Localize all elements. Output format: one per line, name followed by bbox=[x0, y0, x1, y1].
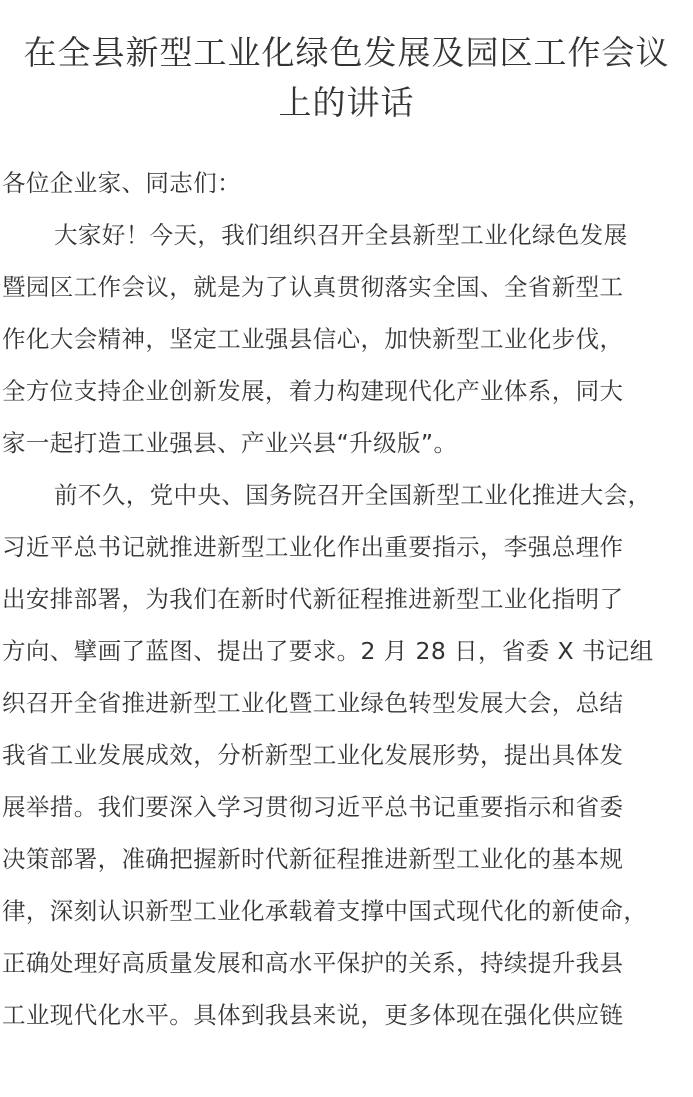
paragraph-line: 前不久，党中央、国务院召开全国新型工业化推进大会， bbox=[54, 481, 652, 509]
title-line-2: 上的讲话 bbox=[278, 83, 415, 122]
paragraph-2 bbox=[2, 469, 693, 1041]
document-body bbox=[2, 157, 693, 1041]
paragraph-line: 决策部署，准确把握新时代新征程推进新型工业化的基本规 bbox=[2, 845, 624, 873]
paragraph-line: 正确处理好高质量发展和高水平保护的关系，持续提升我县 bbox=[2, 949, 624, 977]
paragraph-line: 大家好！今天，我们组织召开全县新型工业化绿色发展 bbox=[54, 221, 628, 249]
paragraph-line: 暨园区工作会议，就是为了认真贯彻落实全国、全省新型工 bbox=[2, 273, 624, 301]
paragraph-line: 织召开全省推进新型工业化暨工业绿色转型发展大会，总结 bbox=[2, 689, 624, 717]
paragraph-line: 工业现代化水平。具体到我县来说，更多体现在强化供应链 bbox=[2, 1001, 624, 1029]
page-title bbox=[0, 0, 693, 128]
paragraph-line: 习近平总书记就推进新型工业化作出重要指示，李强总理作 bbox=[2, 533, 624, 561]
paragraph-line: 作化大会精神，坚定工业强县信心，加快新型工业化步伐， bbox=[2, 325, 624, 353]
paragraph-line: 律，深刻认识新型工业化承载着支撑中国式现代化的新使命， bbox=[2, 897, 648, 925]
salutation: 各位企业家、同志们： bbox=[2, 169, 241, 197]
paragraph-line: 方向、擘画了蓝图、提出了要求。2 月 28 日，省委 X 书记组 bbox=[2, 637, 654, 665]
title-line-1: 在全县新型工业化绿色发展及园区工作会议 bbox=[23, 33, 670, 72]
paragraph-line: 我省工业发展成效，分析新型工业化发展形势，提出具体发 bbox=[2, 741, 624, 769]
paragraph-line: 家一起打造工业强县、产业兴县“升级版”。 bbox=[2, 429, 458, 457]
paragraph-1 bbox=[2, 209, 693, 469]
paragraph-line: 全方位支持企业创新发展，着力构建现代化产业体系，同大 bbox=[2, 377, 624, 405]
paragraph-line: 展举措。我们要深入学习贯彻习近平总书记重要指示和省委 bbox=[2, 793, 624, 821]
paragraph-line: 出安排部署，为我们在新时代新征程推进新型工业化指明了 bbox=[2, 585, 624, 613]
